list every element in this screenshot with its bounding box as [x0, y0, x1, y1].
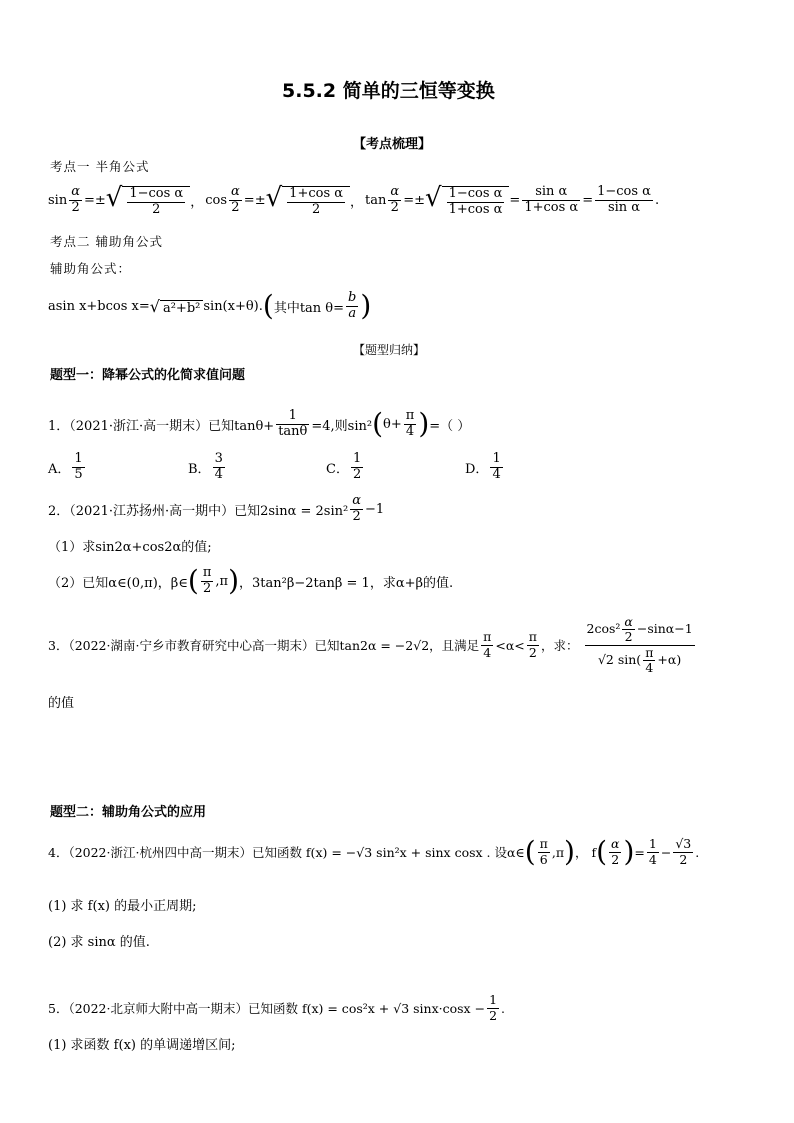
option-label: D．	[465, 461, 489, 477]
frac-num: sin α	[522, 185, 580, 201]
frac-num: α	[71, 183, 80, 199]
aux-rhs: sin(x+θ).	[203, 298, 263, 314]
q1-option-d[interactable]	[465, 450, 505, 484]
q2-sub2-c: ，3tan²β−2tanβ = 1，求α+β的值.	[239, 575, 454, 591]
q4-quarter-frac	[647, 837, 659, 867]
q2-pi-frac	[201, 566, 214, 597]
q3-big-num	[585, 615, 695, 646]
frac-den: 2	[489, 1007, 498, 1023]
frac-num: 1	[489, 992, 498, 1008]
pm-sign: =±	[243, 192, 266, 208]
equals: =	[509, 192, 521, 208]
frac-den: 4	[645, 659, 654, 675]
q4-right-paren: )	[564, 835, 575, 868]
frac-den: 2	[352, 508, 361, 524]
question-3	[48, 613, 697, 675]
frac-den: sin α	[607, 199, 641, 215]
section-types-heading: 【题型归纳】	[353, 343, 426, 357]
q4-left-paren-2: (	[596, 835, 608, 868]
q1-lead: 1．（2021·浙江·高一期末）已知tanθ+	[48, 418, 275, 434]
tan-text: tan	[365, 192, 387, 208]
q5-lead: 5．（2022·北京师大附中高一期末）已知函数 f(x) = cos²x + √3 sinx·cosx −	[48, 1001, 486, 1016]
q3-lead: 3．（2022·湖南·宁乡市教育研究中心高一期末）已知tan2α = −2√2，且满足	[48, 638, 480, 653]
frac-num: α	[611, 836, 620, 852]
option-label: B．	[188, 461, 211, 477]
q3-den-frac	[643, 646, 655, 676]
q1-mid: =4,则sin²	[311, 418, 373, 434]
frac-den: 4	[214, 466, 223, 482]
point1-label: 考点一 半角公式	[50, 159, 150, 174]
option-frac	[72, 452, 84, 483]
option-frac	[490, 452, 502, 483]
half-angle-formulas	[48, 178, 659, 222]
frac-num: 1	[352, 450, 362, 466]
type1-heading: 题型一：降幂公式的化简求值问题	[50, 368, 246, 383]
point2-label: 考点二 辅助角公式	[50, 234, 163, 249]
q2-sub2	[48, 563, 453, 599]
aux-radicand: a²+b²	[160, 300, 203, 316]
sqrt-tan: √ $\frac{\text{1−cos α}}{\text{1+cos α}}$	[425, 183, 509, 218]
q4-lead: 4．（2022·浙江·杭州四中高一期末）已知函数 f(x) = −√3 sin²x + sinx cosx . 设α∈	[48, 845, 525, 860]
frac-num: π	[483, 629, 492, 645]
sqrt-sin: √ $\frac{\text{1−cos α}}{2}$	[106, 183, 190, 218]
q1-frac	[276, 409, 309, 440]
frac-num: 1	[74, 450, 83, 466]
q4-pi6-frac	[538, 837, 550, 867]
comma: ，	[190, 194, 204, 210]
frac-den: 4	[483, 644, 492, 660]
q1-option-c[interactable]	[326, 450, 365, 484]
frac-den: 6	[539, 851, 548, 867]
question-4	[48, 832, 699, 872]
frac-num: 1−cos α	[129, 185, 184, 201]
q3-tail: 的值	[48, 696, 75, 711]
section-review-heading: 【考点梳理】	[353, 137, 432, 152]
half-angle-frac	[69, 185, 82, 216]
frac-num: α	[390, 183, 400, 199]
pm-sign: =±	[403, 192, 425, 208]
frac-num: α	[624, 613, 633, 629]
frac-num: α	[231, 183, 240, 199]
q1-theta-plus: θ+	[383, 416, 402, 432]
q3-num-b: −sinα−1	[636, 621, 693, 637]
aux-label: 辅助角公式：	[50, 261, 132, 276]
frac-den: 2	[624, 629, 633, 645]
frac-den: 2	[202, 580, 212, 596]
aux-formula	[48, 286, 371, 326]
question-5	[48, 990, 505, 1026]
frac-num: b	[348, 289, 357, 305]
cos-over-sin-frac	[595, 185, 653, 216]
equals: =	[582, 192, 594, 208]
q4-left-paren: (	[524, 835, 536, 868]
frac-num: π	[202, 564, 212, 580]
q4-comma-pi: ,π	[551, 844, 565, 860]
frac-den: tanθ	[278, 423, 308, 439]
frac-den: 1+cos α	[448, 201, 503, 217]
q3-inner-frac	[622, 615, 634, 645]
q3-den-tail: +α)	[657, 652, 682, 668]
comma: ，	[350, 194, 364, 210]
q2-frac	[350, 494, 363, 525]
q1-option-b[interactable]	[188, 450, 227, 484]
sin-over-cos-frac	[522, 185, 580, 216]
sqrt-cos: √ $\frac{\text{1+cos α}}{2}$	[266, 183, 350, 218]
frac-den: 4	[492, 466, 501, 482]
cos-text: cos	[205, 192, 228, 208]
q4-right-paren-2: )	[623, 835, 635, 868]
half-angle-frac	[388, 185, 401, 216]
frac-den: 2	[71, 199, 80, 215]
frac-den: 2	[528, 644, 537, 660]
q4-f: ， f	[574, 845, 597, 860]
half-angle-frac	[229, 185, 242, 216]
pm-sign: =±	[83, 192, 106, 208]
frac-den: 2	[152, 201, 161, 217]
frac-num: 1	[276, 409, 309, 425]
q1-pi-frac	[404, 409, 417, 440]
frac-num: π	[645, 644, 654, 660]
question-1	[48, 406, 470, 442]
option-frac	[213, 452, 225, 483]
q2-sub1: （1）求sin2α+cos2α的值;	[48, 540, 212, 555]
q2-left-paren: (	[187, 564, 199, 597]
frac-num: 1−cos α	[597, 183, 651, 199]
frac-num: 1−cos α	[448, 185, 503, 201]
q2-right-paren: )	[228, 564, 240, 597]
option-label: C．	[326, 461, 349, 477]
frac-num: 1	[648, 836, 657, 852]
q4-sqrt3-frac	[673, 837, 693, 867]
q4-a2-frac	[609, 837, 621, 867]
frac-den: 2	[390, 199, 399, 215]
q3-big-frac	[585, 615, 695, 676]
q2-tail: −1	[365, 501, 385, 517]
aux-sqrt: √ a²+b²	[150, 297, 204, 316]
q1-left-paren: (	[372, 407, 384, 440]
q1-option-a[interactable]	[48, 450, 87, 484]
aux-note: 其中tan θ=	[273, 300, 345, 316]
aux-lhs: asin x+bcos x=	[48, 298, 150, 314]
q2-lead: 2．（2021·江苏扬州·高一期中）已知2sinα = 2sin²	[48, 503, 349, 519]
frac-num: π	[539, 836, 548, 852]
frac-den: 5	[74, 466, 83, 482]
frac-num: √3	[675, 836, 692, 852]
page-title: 5.5.2 简单的三恒等变换	[282, 80, 495, 102]
frac-den: 4	[648, 851, 657, 867]
q4-sub1: (1) 求 f(x) 的最小正周期;	[48, 899, 197, 914]
type2-heading: 题型二：辅助角公式的应用	[50, 805, 207, 820]
frac-den: 2	[352, 466, 362, 482]
q4-dot: .	[695, 844, 700, 860]
frac-den: a	[348, 305, 357, 321]
q1-right-paren: )	[418, 407, 430, 440]
q3-pi4-frac	[481, 630, 493, 660]
frac-den: 2	[231, 199, 240, 215]
frac-den: 2	[311, 201, 321, 217]
q3-den-a: √2 sin(	[597, 652, 642, 668]
sin-text: sin	[48, 192, 68, 208]
frac-num: 1+cos α	[289, 185, 344, 201]
frac-num: 3	[214, 450, 223, 466]
q5-half-frac	[487, 993, 499, 1023]
q5-dot: .	[501, 1000, 505, 1016]
q3-big-den	[585, 646, 695, 676]
q3-num-a: 2cos²	[586, 621, 621, 637]
q4-minus: −	[660, 844, 672, 860]
aux-ba-frac	[346, 291, 358, 322]
frac-den: 4	[405, 423, 415, 439]
q1-tail: =（ ）	[429, 418, 471, 434]
q2-sub2-a: （2）已知α∈(0,π)，β∈	[48, 575, 188, 591]
q2-sub2-b: ,π	[215, 573, 229, 589]
aux-left-paren: (	[262, 289, 274, 322]
q5-sub1: (1) 求函数 f(x) 的单调递增区间;	[48, 1038, 236, 1053]
frac-num: π	[528, 629, 537, 645]
option-frac	[351, 452, 363, 483]
frac-den: 2	[611, 851, 620, 867]
q4-eq: =	[634, 844, 645, 860]
aux-right-paren: )	[360, 289, 372, 322]
frac-den: 2	[679, 851, 688, 867]
q3-lt: <α<	[495, 637, 525, 653]
question-2	[48, 492, 384, 526]
option-label: A．	[48, 461, 71, 477]
q3-ask: ，求：	[540, 638, 579, 653]
frac-num: α	[352, 492, 361, 508]
frac-num: 1	[492, 450, 501, 466]
q4-sub2: (2) 求 sinα 的值.	[48, 935, 150, 950]
period: .	[654, 192, 660, 208]
frac-num: π	[405, 407, 415, 423]
frac-den: 1+cos α	[524, 199, 579, 215]
q3-pi2-frac	[527, 630, 539, 660]
